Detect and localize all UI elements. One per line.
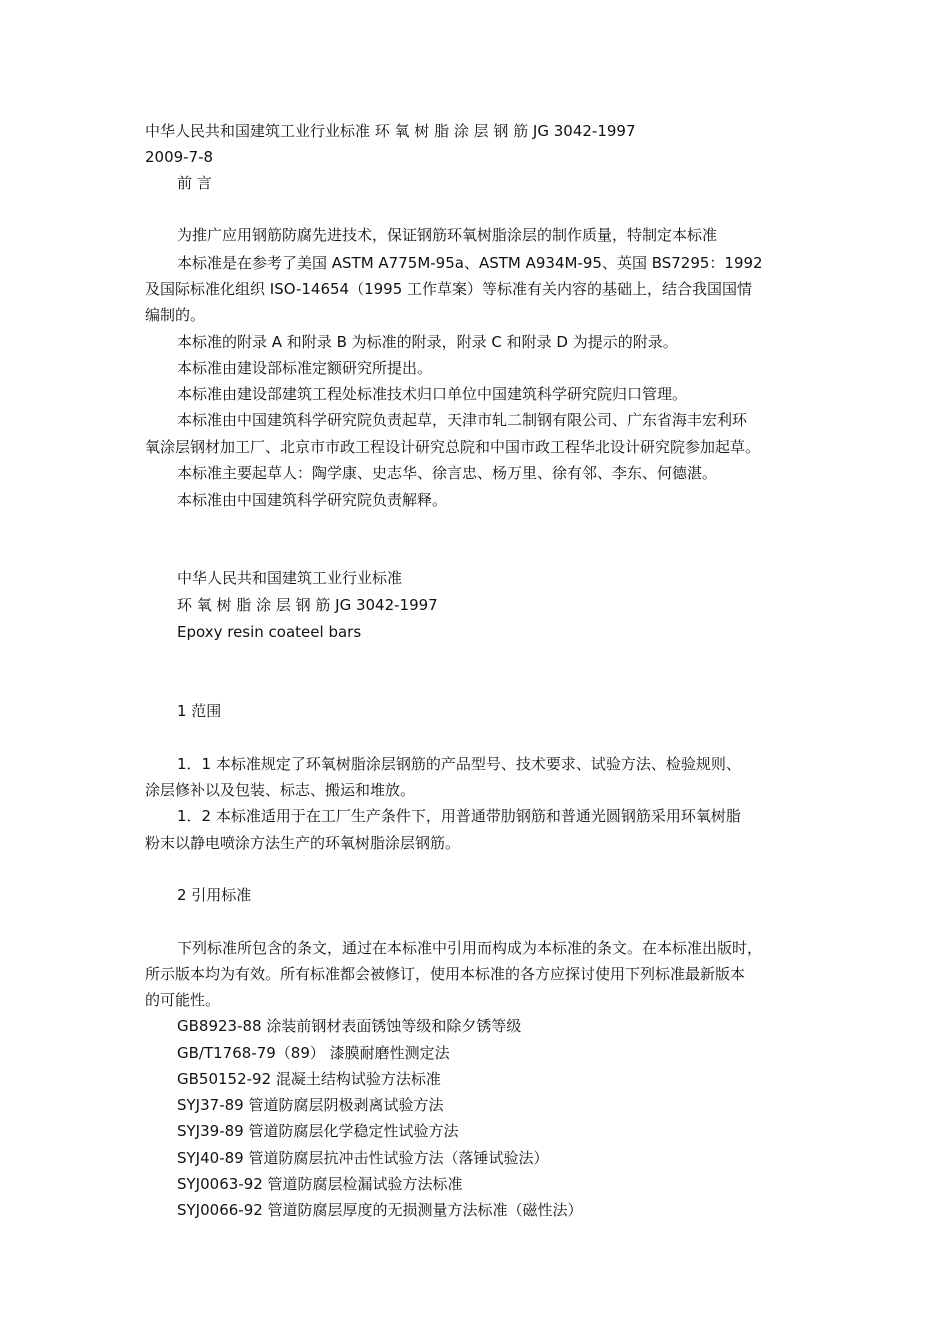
reference-item: SYJ40-89 管道防腐层抗冲击性试验方法（落锤试验法） (177, 1149, 549, 1167)
reference-item: GB50152-92 混凝土结构试验方法标准 (177, 1070, 441, 1088)
section1-line: 粉末以静电喷涂方法生产的环氧树脂涂层钢筋。 (145, 834, 461, 852)
section2-line: 的可能性。 (145, 991, 221, 1009)
document-date: 2009-7-8 (145, 148, 214, 166)
preface-line: 本标准是在参考了美国 ASTM A775M-95a、ASTM A934M-95、英国 BS7295：1992 (177, 254, 763, 272)
preface-line: 本标准由中国建筑科学研究院负责起草，天津市轧二制钢有限公司、广东省海丰宏利环 (177, 411, 748, 429)
reference-item: SYJ37-89 管道防腐层阴极剥离试验方法 (177, 1096, 444, 1114)
section1-line: 1．2 本标准适用于在工厂生产条件下，用普通带肋钢筋和普通光圆钢筋采用环氧树脂 (177, 807, 741, 825)
preface-line: 本标准由建设部建筑工程处标准技术归口单位中国建筑科学研究院归口管理。 (177, 385, 688, 403)
preface-line: 本标准的附录 A 和附录 B 为标准的附录，附录 C 和附录 D 为提示的附录。 (177, 333, 678, 351)
section2-line: 所示版本均为有效。所有标准都会被修订，使用本标准的各方应探讨使用下列标准最新版本 (145, 965, 746, 983)
preface-line: 编制的。 (145, 306, 206, 324)
preface-line: 氧涂层钢材加工厂、北京市市政工程设计研究总院和中国市政工程华北设计研究院参加起草。 (145, 438, 761, 456)
preface-line: 本标准由中国建筑科学研究院负责解释。 (177, 491, 448, 509)
reference-item: SYJ39-89 管道防腐层化学稳定性试验方法 (177, 1122, 459, 1140)
section1-heading: 1 范围 (177, 702, 222, 720)
section1-line: 1．1 本标准规定了环氧树脂涂层钢筋的产品型号、技术要求、试验方法、检验规则、 (177, 755, 741, 773)
preface-line: 及国际标准化组织 ISO-14654（1995 工作草案）等标准有关内容的基础上，结合我国国情 (145, 280, 753, 298)
section2-line: 下列标准所包含的条文，通过在本标准中引用而构成为本标准的条文。在本标准出版时， (177, 939, 763, 957)
preface-heading: 前 言 (177, 174, 212, 192)
reference-item: GB/T1768-79（89） 漆膜耐磨性测定法 (177, 1044, 450, 1062)
preface-line: 为推广应用钢筋防腐先进技术，保证钢筋环氧树脂涂层的制作质量，特制定本标准 (177, 226, 718, 244)
standard-title-en: Epoxy resin coateel bars (177, 623, 362, 641)
preface-line: 本标准由建设部标准定额研究所提出。 (177, 359, 433, 377)
reference-item: SYJ0063-92 管道防腐层检漏试验方法标准 (177, 1175, 463, 1193)
standard-title-cn: 中华人民共和国建筑工业行业标准 (177, 569, 403, 587)
preface-line: 本标准主要起草人：陶学康、史志华、徐言忠、杨万里、徐有邻、李东、何德湛。 (177, 464, 718, 482)
standard-title-name: 环 氧 树 脂 涂 层 钢 筋 JG 3042-1997 (177, 596, 438, 614)
reference-item: SYJ0066-92 管道防腐层厚度的无损测量方法标准（磁性法） (177, 1201, 583, 1219)
section2-heading: 2 引用标准 (177, 886, 252, 904)
reference-item: GB8923-88 涂装前钢材表面锈蚀等级和除夕锈等级 (177, 1017, 522, 1035)
section1-line: 涂层修补以及包装、标志、搬运和堆放。 (145, 781, 416, 799)
document-header-title: 中华人民共和国建筑工业行业标准 环 氧 树 脂 涂 层 钢 筋 JG 3042-1997 (145, 122, 636, 140)
